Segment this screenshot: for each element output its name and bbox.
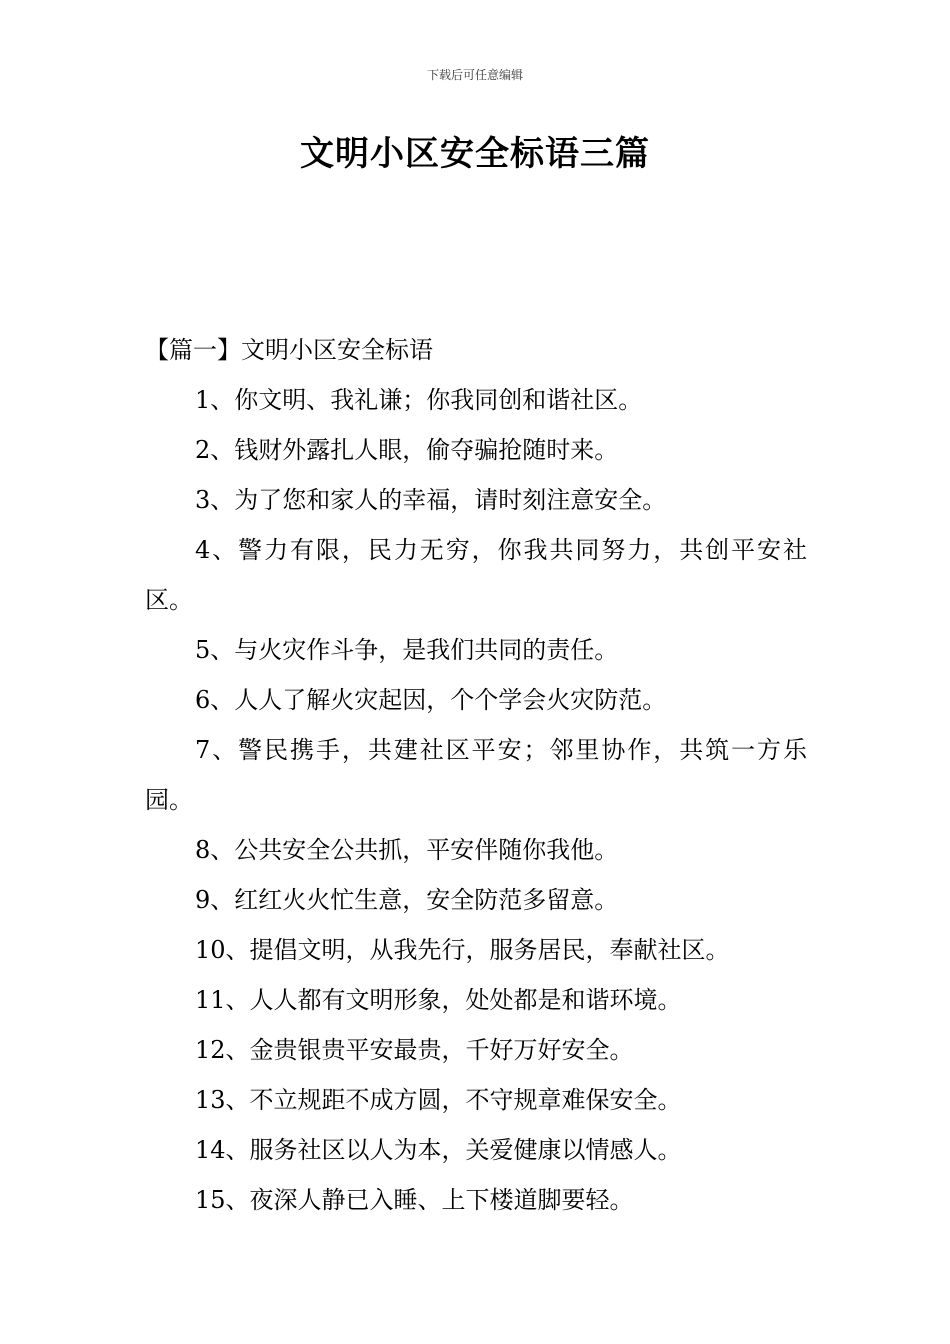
slogan-item: 5、与火灾作斗争，是我们共同的责任。 bbox=[195, 636, 619, 664]
slogan-item: 2、钱财外露扎人眼，偷夺骗抢随时来。 bbox=[195, 436, 619, 464]
slogan-item: 7、警民携手，共建社区平安；邻里协作，共筑一方乐园。 bbox=[145, 736, 807, 814]
slogan-item: 12、金贵银贵平安最贵，千好万好安全。 bbox=[195, 1036, 634, 1064]
slogan-item: 8、公共安全公共抓，平安伴随你我他。 bbox=[195, 836, 619, 864]
section-heading: 【篇一】文明小区安全标语 bbox=[145, 336, 433, 364]
slogan-item: 13、不立规距不成方圆，不守规章难保安全。 bbox=[195, 1086, 682, 1114]
slogan-item: 9、红红火火忙生意，安全防范多留意。 bbox=[195, 886, 619, 914]
slogan-item: 10、提倡文明，从我先行，服务居民，奉献社区。 bbox=[195, 936, 730, 964]
document-body bbox=[145, 325, 807, 1225]
slogan-item: 14、服务社区以人为本，关爱健康以情感人。 bbox=[195, 1136, 682, 1164]
slogan-item: 6、人人了解火灾起因，个个学会火灾防范。 bbox=[195, 686, 667, 714]
slogan-item: 11、人人都有文明形象，处处都是和谐环境。 bbox=[195, 986, 682, 1014]
header-note: 下载后可任意编辑 bbox=[426, 68, 523, 82]
document-title: 文明小区安全标语三篇 bbox=[300, 134, 650, 174]
slogan-item: 4、警力有限，民力无穷，你我共同努力，共创平安社区。 bbox=[145, 536, 807, 614]
slogan-item: 1、你文明、我礼谦；你我同创和谐社区。 bbox=[195, 386, 643, 414]
slogan-item: 3、为了您和家人的幸福，请时刻注意安全。 bbox=[195, 486, 667, 514]
slogan-item: 15、夜深人静已入睡、上下楼道脚要轻。 bbox=[195, 1186, 634, 1214]
